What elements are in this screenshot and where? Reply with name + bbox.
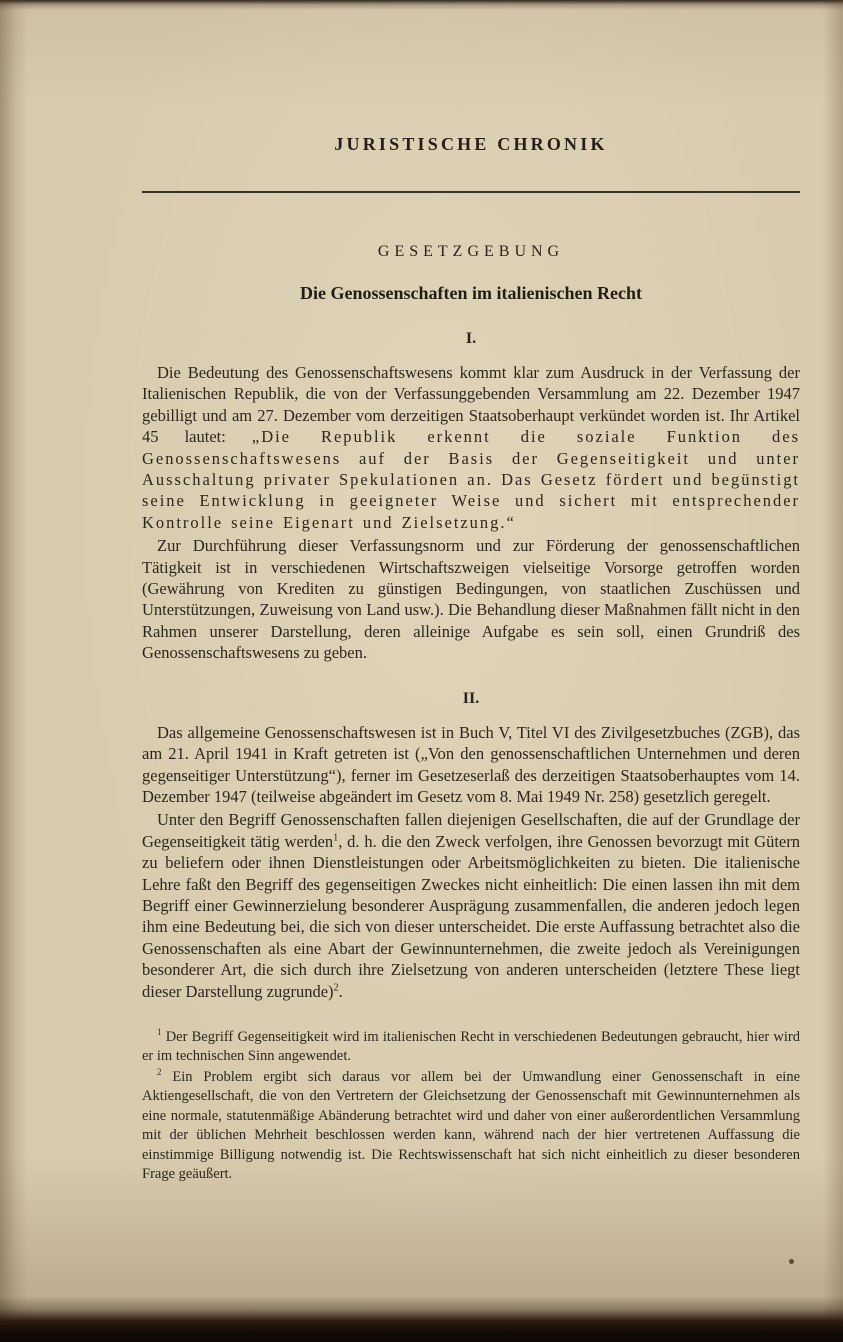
paragraph-2: Zur Durchführung dieser Verfassungsnorm und zur Förderung der genossenschaftlichen Tätigkeit ist in verschiedenen Wirtschaftszweigen vielseitige Vorsorge getroffen worden (Gewährung von Krediten zu günstigen Bedingungen, von staatlichen Zuschüssen und Unterstützungen, Zuweisung von Land usw.). Die Behandlung dieser Maßnahmen fällt nicht in den Rahmen unserer Darstellung, deren alleinige Aufgabe es sein soll, einen Grundriß des Genossenschaftswesens zu geben. bbox=[142, 536, 800, 663]
header-rule bbox=[142, 191, 800, 193]
page-content bbox=[142, 0, 800, 1185]
paragraph-3: Das allgemeine Genossenschaftswesen ist in Buch V, Titel VI des Zivilgesetzbuches (ZGB), das am 21. April 1941 in Kraft getreten ist („Von den genossenschaftlichen Unternehmen und deren gegenseitiger Unterstützung“), ferner im Gesetzeserlaß des derzeitigen Staatsoberhauptes vom 14. Dezember 1947 (teilweise abgeändert im Gesetz vom 8. Mai 1949 Nr. 258) gesetzlich geregelt. bbox=[142, 722, 800, 806]
paragraph-1-intro: Die Bedeutung des Genossenschaftswesens kommt klar zum Ausdruck in der Verfassung der Italienischen Republik, die von der Verfassunggebenden Versammlung am 22. Dezember 1947 gebilligt und am 27. Dezember vom derzeitigen Staatsoberhaupt verkündet worden ist. Ihr Artikel 45 lautet: bbox=[142, 363, 800, 447]
paragraph-4-text-a: Unter den Begriff Genossenschaften fallen diejenigen Gesellschaften, die auf der Grundlage der Gegenseitigkeit tätig werden bbox=[142, 810, 800, 851]
footnotes-block bbox=[142, 1028, 800, 1185]
footnote-1-marker: 1 bbox=[157, 1027, 162, 1038]
footnote-2-text: Ein Problem ergibt sich daraus vor allem bei der Umwandlung einer Genossenschaft in eine Aktiengesellschaft, die von den Vertretern der Gleichsetzung der Genossenschaft mit Gewinnunternehmen als eine normale, statutenmäßige Abänderung betrachtet wird und daher von einer außerordentlichen Versammlung mit der üblichen Mehrheit beschlossen werden kann, während nach der hier vertretenen Auffassung die einstimmige Billigung notwendig ist. Die Rechtswissenschaft hat sich nicht einheitlich zu dieser besonderen Frage geäußert. bbox=[142, 1068, 801, 1183]
constitution-article-quote: „Die Republik erkennt die soziale Funktion des Genossenschaftswesens auf der Basis der Gegenseitigkeit und unter Ausschaltung privater Spekulationen an. Das Gesetz fördert und begünstigt seine Entwicklung in geeigneter Weise und sichert mit entsprechender Kontrolle seine Eigenart und Zielsetzung.“ bbox=[142, 427, 800, 532]
paragraph-4 bbox=[142, 809, 800, 1002]
footnote-ref-2: 2 bbox=[333, 982, 339, 994]
paragraph-1 bbox=[142, 362, 800, 533]
footnote-1 bbox=[142, 1028, 800, 1067]
paragraph-4-text-b: , d. h. die den Zweck verfolgen, ihre Genossen bevorzugt mit Gütern zu beliefern oder ihnen Dienstleistungen oder Arbeitsmöglichkeiten zu bieten. Die italienische Lehre faßt den Begriff des gegenseitigen Zweckes nicht einheitlich: Die einen lassen ihn mit dem Begriff einer Gewinnerzielung besonderer Ausprägung zusammenfallen, die anderen jedoch legen ihm eine Bedeutung bei, die sich von dieser unterscheidet. Die erste Auffassung betrachtet also die Genossenschaften als eine Abart der Gewinnunternehmen, die zweite jedoch als Vereinigungen besonderer Art, die sich durch ihre Zielsetzung von anderen unterscheiden (letztere These liegt dieser Darstellung zugrunde) bbox=[142, 831, 800, 1001]
roman-numeral-ii: II. bbox=[462, 689, 480, 707]
footnote-ref-1: 1 bbox=[333, 832, 339, 844]
journal-title: JURISTISCHE CHRONIK bbox=[334, 134, 608, 154]
scan-edge-left bbox=[0, 0, 28, 1342]
section-heading: GESETZGEBUNG bbox=[377, 243, 565, 260]
footnote-2 bbox=[142, 1068, 800, 1185]
paragraph-4-period: . bbox=[338, 981, 343, 1001]
ink-speck bbox=[789, 1259, 794, 1264]
roman-numeral-i: I. bbox=[465, 330, 477, 347]
article-title: Die Genossenschaften im italienischen Recht bbox=[300, 283, 642, 303]
footnote-2-marker: 2 bbox=[157, 1067, 162, 1078]
scan-edge-top bbox=[0, 0, 843, 10]
footnote-1-text: Der Begriff Gegenseitigkeit wird im italienischen Recht in verschiedenen Bedeutungen gebraucht, hier wird er im technischen Sinn angewendet. bbox=[142, 1028, 800, 1065]
scan-edge-right bbox=[823, 0, 843, 1342]
scan-edge-bottom bbox=[0, 1296, 843, 1342]
